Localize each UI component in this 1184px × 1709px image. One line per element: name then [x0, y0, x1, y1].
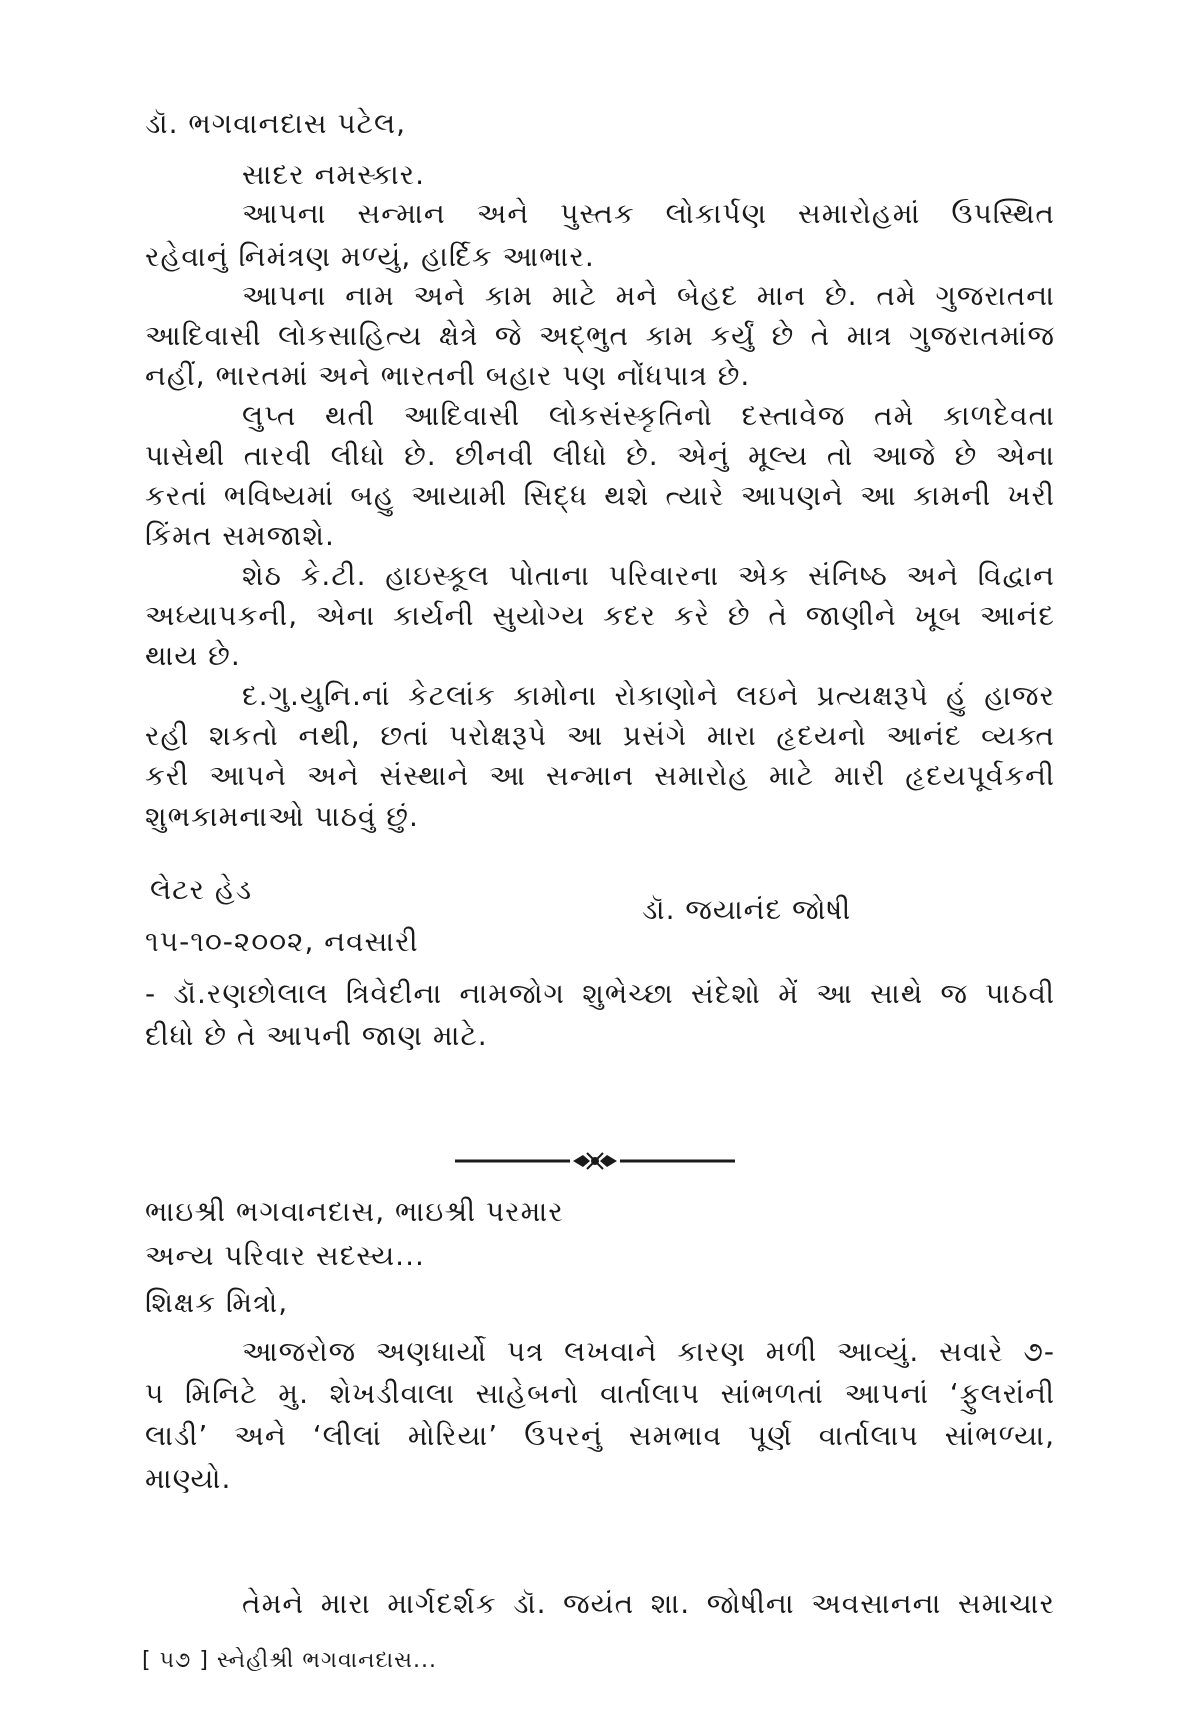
letter2-p1-line2: ૫ મિનિટે મુ. શેખડીવાલા સાહેબનો વાર્તાલાપ સાંભળતાં આપનાં ‘ફુલરાંની [145, 1377, 1055, 1410]
letterhead-label: લેટર હેડ [150, 873, 253, 906]
letter1-p2-line2: આદિવાસી લોકસાહિત્ય ક્ષેત્રે જે અદ્‌ભુત કામ કર્યું છે તે માત્ર ગુજરાતમાંજ [145, 319, 1055, 352]
letter1-p3-line1: લુપ્ત થતી આદિવાસી લોકસંસ્કૃતિનો દસ્તાવેજ તમે કાળદેવતા [242, 399, 1055, 432]
divider-ornament-icon [455, 1151, 735, 1171]
letter1-p5-line1: દ.ગુ.યુનિ.નાં કેટલાંક કામોના રોકાણોને લઇને પ્રત્યક્ષરૂપે હું હાજર [242, 679, 1055, 712]
signature: ડૉ. જયાનંદ જોષી [642, 893, 852, 926]
letter1-p3-line4: કિંમત સમજાશે. [145, 519, 335, 552]
letter1-p4-line3: થાય છે. [145, 639, 241, 672]
letter1-p3-line2: પાસેથી તારવી લીધો છે. છીનવી લીધો છે. એનું મૂલ્ય તો આજે છે એના [145, 439, 1055, 472]
letter1-p2-line3: નહીં, ભારતમાં અને ભારતની બહાર પણ નોંધપાત્ર છે. [145, 359, 751, 392]
letter1-p5-line2: રહી શકતો નથી, છતાં પરોક્ષરૂપે આ પ્રસંગે મારા હૃદયનો આનંદ વ્યક્ત [145, 719, 1055, 752]
letter1-p4-line2: અધ્યાપકની, એના કાર્યની સુયોગ્ય કદર કરે છે તે જાણીને ખૂબ આનંદ [145, 599, 1055, 632]
postscript-line1: - ડૉ.રણછોલાલ ત્રિવેદીના નામજોગ શુભેચ્છા સંદેશો મેં આ સાથે જ પાઠવી [145, 977, 1055, 1010]
letter2-p1-line4: માણ્યો. [145, 1462, 232, 1495]
letter2-p2-line1: તેમને મારા માર્ગદર્શક ડૉ. જયંત શા. જોષીના અવસાનના સમાચાર [242, 1587, 1055, 1620]
page-number: [ ૫૭ ] [142, 1648, 209, 1673]
letter1-addressee: ડૉ. ભગવાનદાસ પટેલ, [145, 107, 407, 140]
letter1-p4-line1: શેઠ કે.ટી. હાઇસ્કૂલ પોતાના પરિવારના એક સંનિષ્ઠ અને વિદ્વાન [242, 559, 1055, 592]
letter1-p1-line2: રહેવાનું નિમંત્રણ મળ્યું, હાર્દિક આભાર. [145, 240, 595, 273]
letter2-p1-line3: લાડી’ અને ‘લીલાં મોરિયા’ ઉપરનું સમભાવ પૂર્ણ વાર્તાલાપ સાંભળ્યા, [145, 1419, 1055, 1452]
letter1-p5-line3: કરી આપને અને સંસ્થાને આ સન્માન સમારોહ માટે મારી હૃદયપૂર્વકની [145, 759, 1055, 792]
letter2-p1-line1: આજરોજ અણધાર્યો પત્ર લખવાને કારણ મળી આવ્યું. સવારે ૭- [242, 1335, 1055, 1368]
letter1-p3-line3: કરતાં ભવિષ્યમાં બહુ આયામી સિદ્ધ થશે ત્યારે આપણને આ કામની ખરી [145, 479, 1055, 512]
page-footer [142, 1646, 437, 1676]
letter1-p1-line1: આપના સન્માન અને પુસ્તક લોકાર્પણ સમારોહમાં ઉપસ્થિત [242, 197, 1055, 230]
postscript-line2: દીધો છે તે આપની જાણ માટે. [145, 1019, 488, 1052]
running-title: સ્નેહીશ્રી ભગવાનદાસ... [216, 1648, 437, 1673]
letter1-salutation: સાદર નમસ્કાર. [242, 158, 426, 191]
letter1-p2-line1: આપના નામ અને કામ માટે મને બેહદ માન છે. તમે ગુજરાતના [242, 279, 1055, 312]
letter2-addressee-2: અન્ય પરિવાર સદસ્ય... [145, 1239, 425, 1272]
date-place: ૧૫-૧૦-૨૦૦૨, નવસારી [145, 925, 419, 958]
letter1-p5-line4: શુભકામનાઓ પાઠવું છું. [145, 800, 419, 833]
ornamental-divider [455, 1151, 735, 1171]
letter2-addressee-1: ભાઇશ્રી ભગવાનદાસ, ભાઇશ્રી પરમાર [145, 1195, 564, 1228]
letter2-addressee-3: શિક્ષક મિત્રો, [145, 1286, 289, 1319]
